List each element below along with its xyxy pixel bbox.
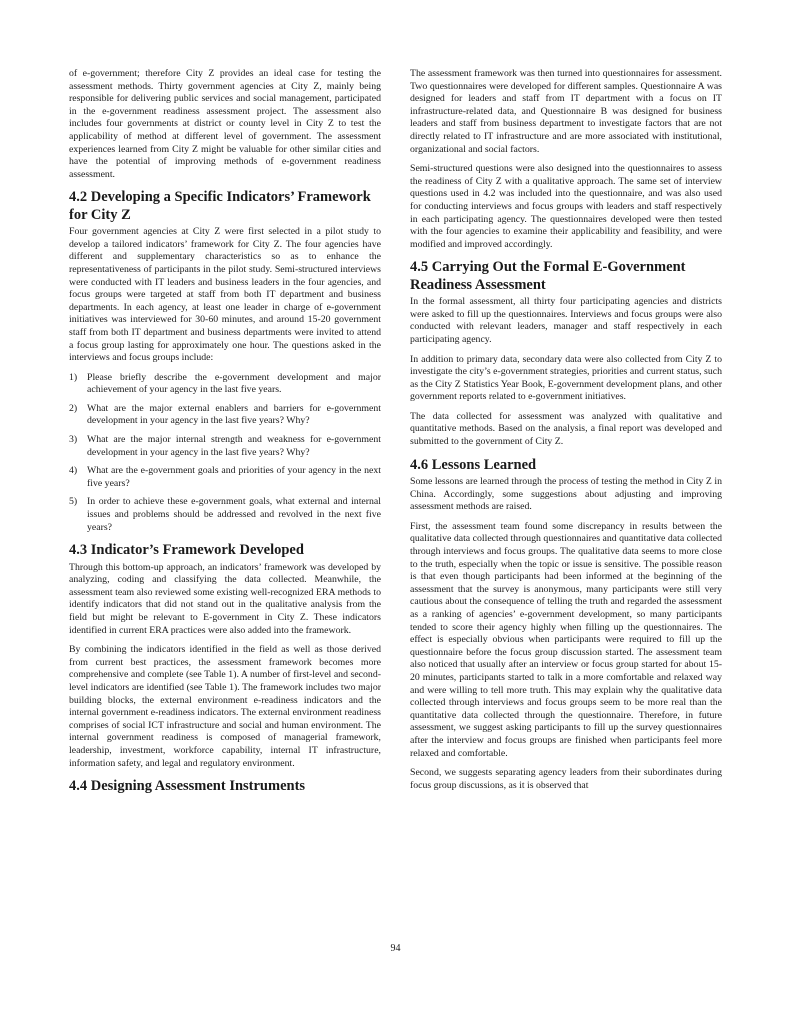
list-item: 1) Please briefly describe the e-government development and major achievement of your agency in the last five years. [69, 371, 381, 396]
section-4-5-paragraph-2: In addition to primary data, secondary data were also collected from City Z to investigate the city’s e-government strategies, priorities and current status, such as the City Z Statistics Year Book, E-government development plans, and other government reports related to e-government initiatives. [410, 353, 722, 403]
intro-paragraph: of e-government; therefore City Z provides an ideal case for testing the assessment methods. Thirty government agencies at City Z, mainly being responsible for delivering public services and social management, participated in the e-government readiness assessment project. The assessment also includes four governments at district or county level in City Z to test the applicability of method at different level of government. The assessment experiences learned from City Z might be valuable for other similar cities and have the potential of improving methods of e-government readiness assessment. [69, 68, 381, 180]
section-4-4-paragraph-1: The assessment framework was then turned into questionnaires for assessment. Two questionnaires were developed for different samples. Questionnaire A was designed for leaders and staff from IT department with a focus on IT infrastructure-related data, and Questionnaire B was designed for business leaders and staff from business department to investigate factors that are not directly related to IT infrastructure and are more associated with institutional, organizational and social factors. [410, 68, 722, 155]
page-number: 94 [390, 943, 401, 954]
section-4-2-paragraph: Four government agencies at City Z were first selected in a pilot study to develop a tailored indicators’ framework for City Z. The four agencies have different and supplementary characteristics so as to enhance the representativeness of participants in the pilot study. Semi-structured interviews were conducted with IT leaders and business leaders in the four agencies, and focus groups were targeted at staff from both IT department and business departments. In each agency, at least one leader in charge of e-government initiatives was interviewed for 30-60 minutes, and around 15-20 government staff from both IT department and business departments were invited to attend a focus group lasting for approximately one hour. The questions asked in the interviews and focus groups include: [69, 226, 381, 364]
section-4-4-heading: 4.4 Designing Assessment Instruments [69, 778, 306, 795]
section-4-5-paragraph-1: In the formal assessment, all thirty four participating agencies and districts were asked to fill up the questionnaires. Interviews and focus groups were also conducted with relevant leaders, manager and staff respectively in each participating agency. [410, 296, 722, 345]
section-4-6-paragraph-2: First, the assessment team found some discrepancy in results between the qualitative data collected through questionnaires and quantitative data collected through interviews and focus groups. The qualitative data seems to more close to the truth, especially when the topic or issue is sensitive. The possible reason is that even though participants had been informed at the beginning of the assessment that the survey is anonymous, many participants were still very cautious about the consequence of telling the truth and regarded the assessment as a ranking of agencies’ e-government development, so many participants tended to score their agency highly when filling up the questionnaires. The effect is especially obvious when participants were required to fill up the questionnaire before the focus group discussion started. The assessment team also noticed that usually after an interview or focus group started for about 15-20 minutes, participants started to talk in a more comfortable and relaxed way and were willing to tell more truth. This may explain why the qualitative data collected through interviews and focus groups seem to be more real than the quantitative data collected through the questionnaire. Therefore, in future assessment, we suggest asking participants to fill up the survey questionnaires after the interview and focus groups are finished when participants feel more relaxed and comfortable. [410, 520, 722, 759]
section-4-2-heading: 4.2 Developing a Specific Indicators’ Framework for City Z [69, 189, 371, 223]
section-4-6-heading: 4.6 Lessons Learned [410, 456, 537, 473]
section-4-5-heading: 4.5 Carrying Out the Formal E-Government Readiness Assessment [410, 259, 686, 293]
section-4-3-paragraph-2: By combining the indicators identified in the field as well as those derived from current best practices, the assessment framework becomes more comprehensive and complete (see Table 1). A number of first-level and second-level indicators are identified (see Table 1). The framework includes two major building blocks, the external environment e-readiness indicators and the internal government e-readiness indicators. The external environment readiness comprises of social ICT infrastructure and social and human environment. The internal government readiness is composed of managerial framework, leadership, investment, workforce capability, internal IT infrastructure, information safety, and legal and regulatory environment. [69, 644, 381, 769]
section-4-6-paragraph-3: Second, we suggests separating agency leaders from their subordinates during focus group discussions, as it is observed that [410, 767, 722, 791]
section-4-6-paragraph-1: Some lessons are learned through the process of testing the method in City Z in China. Accordingly, some suggestions about adjusting and improving assessment methods are raised. [410, 476, 722, 513]
interview-questions-list [69, 372, 381, 535]
section-4-4-paragraph-2: Semi-structured questions were also designed into the questionnaires to assess the readiness of City Z with a qualitative approach. The same set of interview questions used in 4.2 was included into the questionnaire, and was also used for conducting interviews and focus groups with leaders and staff respectively in each participating agency. The questionnaires developed were then tested with the four agencies to examine their applicability and feasibility, and were modified and improved accordingly. [410, 163, 722, 250]
section-4-3-heading: 4.3 Indicator’s Framework Developed [69, 542, 304, 559]
list-item: 5) In order to achieve these e-government goals, what external and internal issues and problems should be addressed and revolved in the next five years? [69, 496, 381, 533]
list-item: 2) What are the major external enablers and barriers for e-government development in your agency in the last five years? Why? [69, 402, 381, 427]
right-column [410, 68, 722, 799]
section-4-3-paragraph-1: Through this bottom-up approach, an indicators’ framework was developed by analyzing, coding and classifying the data collected. Meanwhile, the assessment team also reviewed some existing well-recognized ERA methods to identify indicators that did not stand out in the qualitative analysis from the field but might be relevant to E-government in City Z. These indicators identified in current ERA practices were also added into the framework. [69, 561, 381, 636]
section-4-5-paragraph-3: The data collected for assessment was analyzed with qualitative and quantitative methods. Based on the analysis, a final report was developed and submitted to the government of City Z. [410, 410, 722, 448]
list-item: 4) What are the e-government goals and priorities of your agency in the next five years? [69, 465, 381, 489]
list-item: 3) What are the major internal strength and weakness for e-government development in your agency in the last five years? Why? [69, 434, 381, 458]
left-column [69, 68, 381, 798]
